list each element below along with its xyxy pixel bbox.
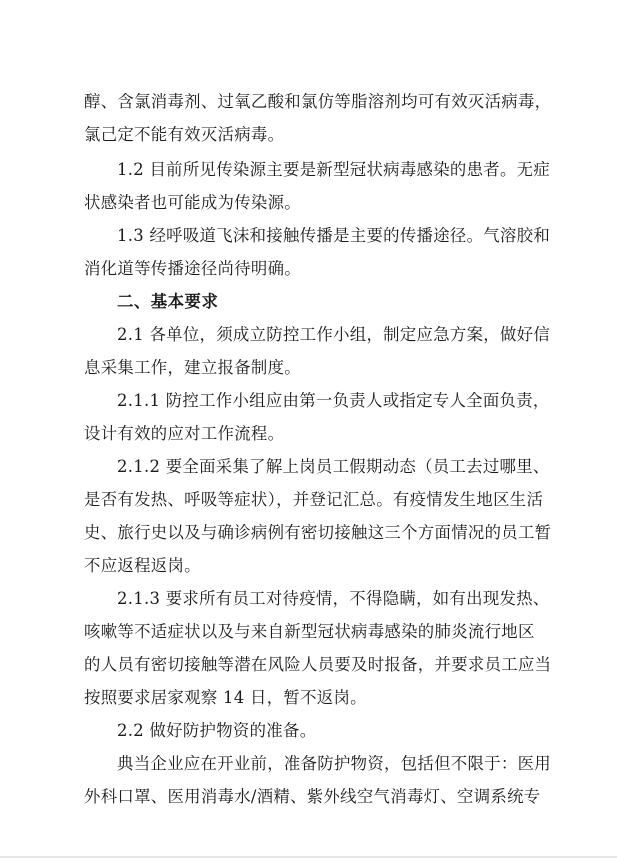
body-line: 1.3 经呼吸道飞沫和接触传播是主要的传播途径。气溶胶和 — [117, 226, 551, 245]
body-line: 按照要求居家观察 14 日，暂不返岗。 — [84, 688, 367, 707]
body-line: 息采集工作，建立报备制度。 — [84, 358, 301, 377]
body-line: 2.2 做好防护物资的准备。 — [117, 721, 317, 740]
body-line: 状感染者也可能成为传染源。 — [84, 193, 301, 212]
section-heading: 二、基本要求 — [117, 292, 219, 311]
body-line: 2.1.3 要求所有员工对待疫情，不得隐瞒，如有出现发热、 — [117, 589, 550, 608]
body-line: 外科口罩、医用消毒水/酒精、紫外线空气消毒灯、空调系统专 — [84, 787, 541, 806]
body-line: 咳嗽等不适症状以及与来自新型冠状病毒感染的肺炎流行地区 — [84, 622, 535, 641]
body-line: 不应返程返岗。 — [84, 556, 201, 575]
body-line: 典当企业应在开业前，准备防护物资，包括但不限于：医用 — [117, 754, 551, 773]
body-line: 史、旅行史以及与确诊病例有密切接触这三个方面情况的员工暂 — [84, 523, 552, 542]
body-line: 2.1.1 防控工作小组应由第一负责人或指定专人全面负责， — [117, 391, 550, 410]
body-line: 是否有发热、呼吸等症状），并登记汇总。有疫情发生地区生活 — [84, 490, 544, 509]
body-line: 消化道等传播途径尚待明确。 — [84, 259, 301, 278]
body-line: 2.1 各单位，须成立防控工作小组，制定应急方案，做好信 — [117, 325, 551, 344]
body-line: 2.1.2 要全面采集了解上岗员工假期动态（员工去过哪里、 — [117, 457, 550, 476]
body-line: 醇、含氯消毒剂、过氧乙酸和氯仿等脂溶剂均可有效灭活病毒， — [84, 92, 552, 111]
body-line: 氯己定不能有效灭活病毒。 — [84, 125, 285, 144]
body-line: 1.2 目前所见传染源主要是新型冠状病毒感染的患者。无症 — [117, 160, 551, 179]
body-line: 设计有效的应对工作流程。 — [84, 424, 285, 443]
body-line: 的人员有密切接触等潜在风险人员要及时报备，并要求员工应当 — [84, 655, 552, 674]
